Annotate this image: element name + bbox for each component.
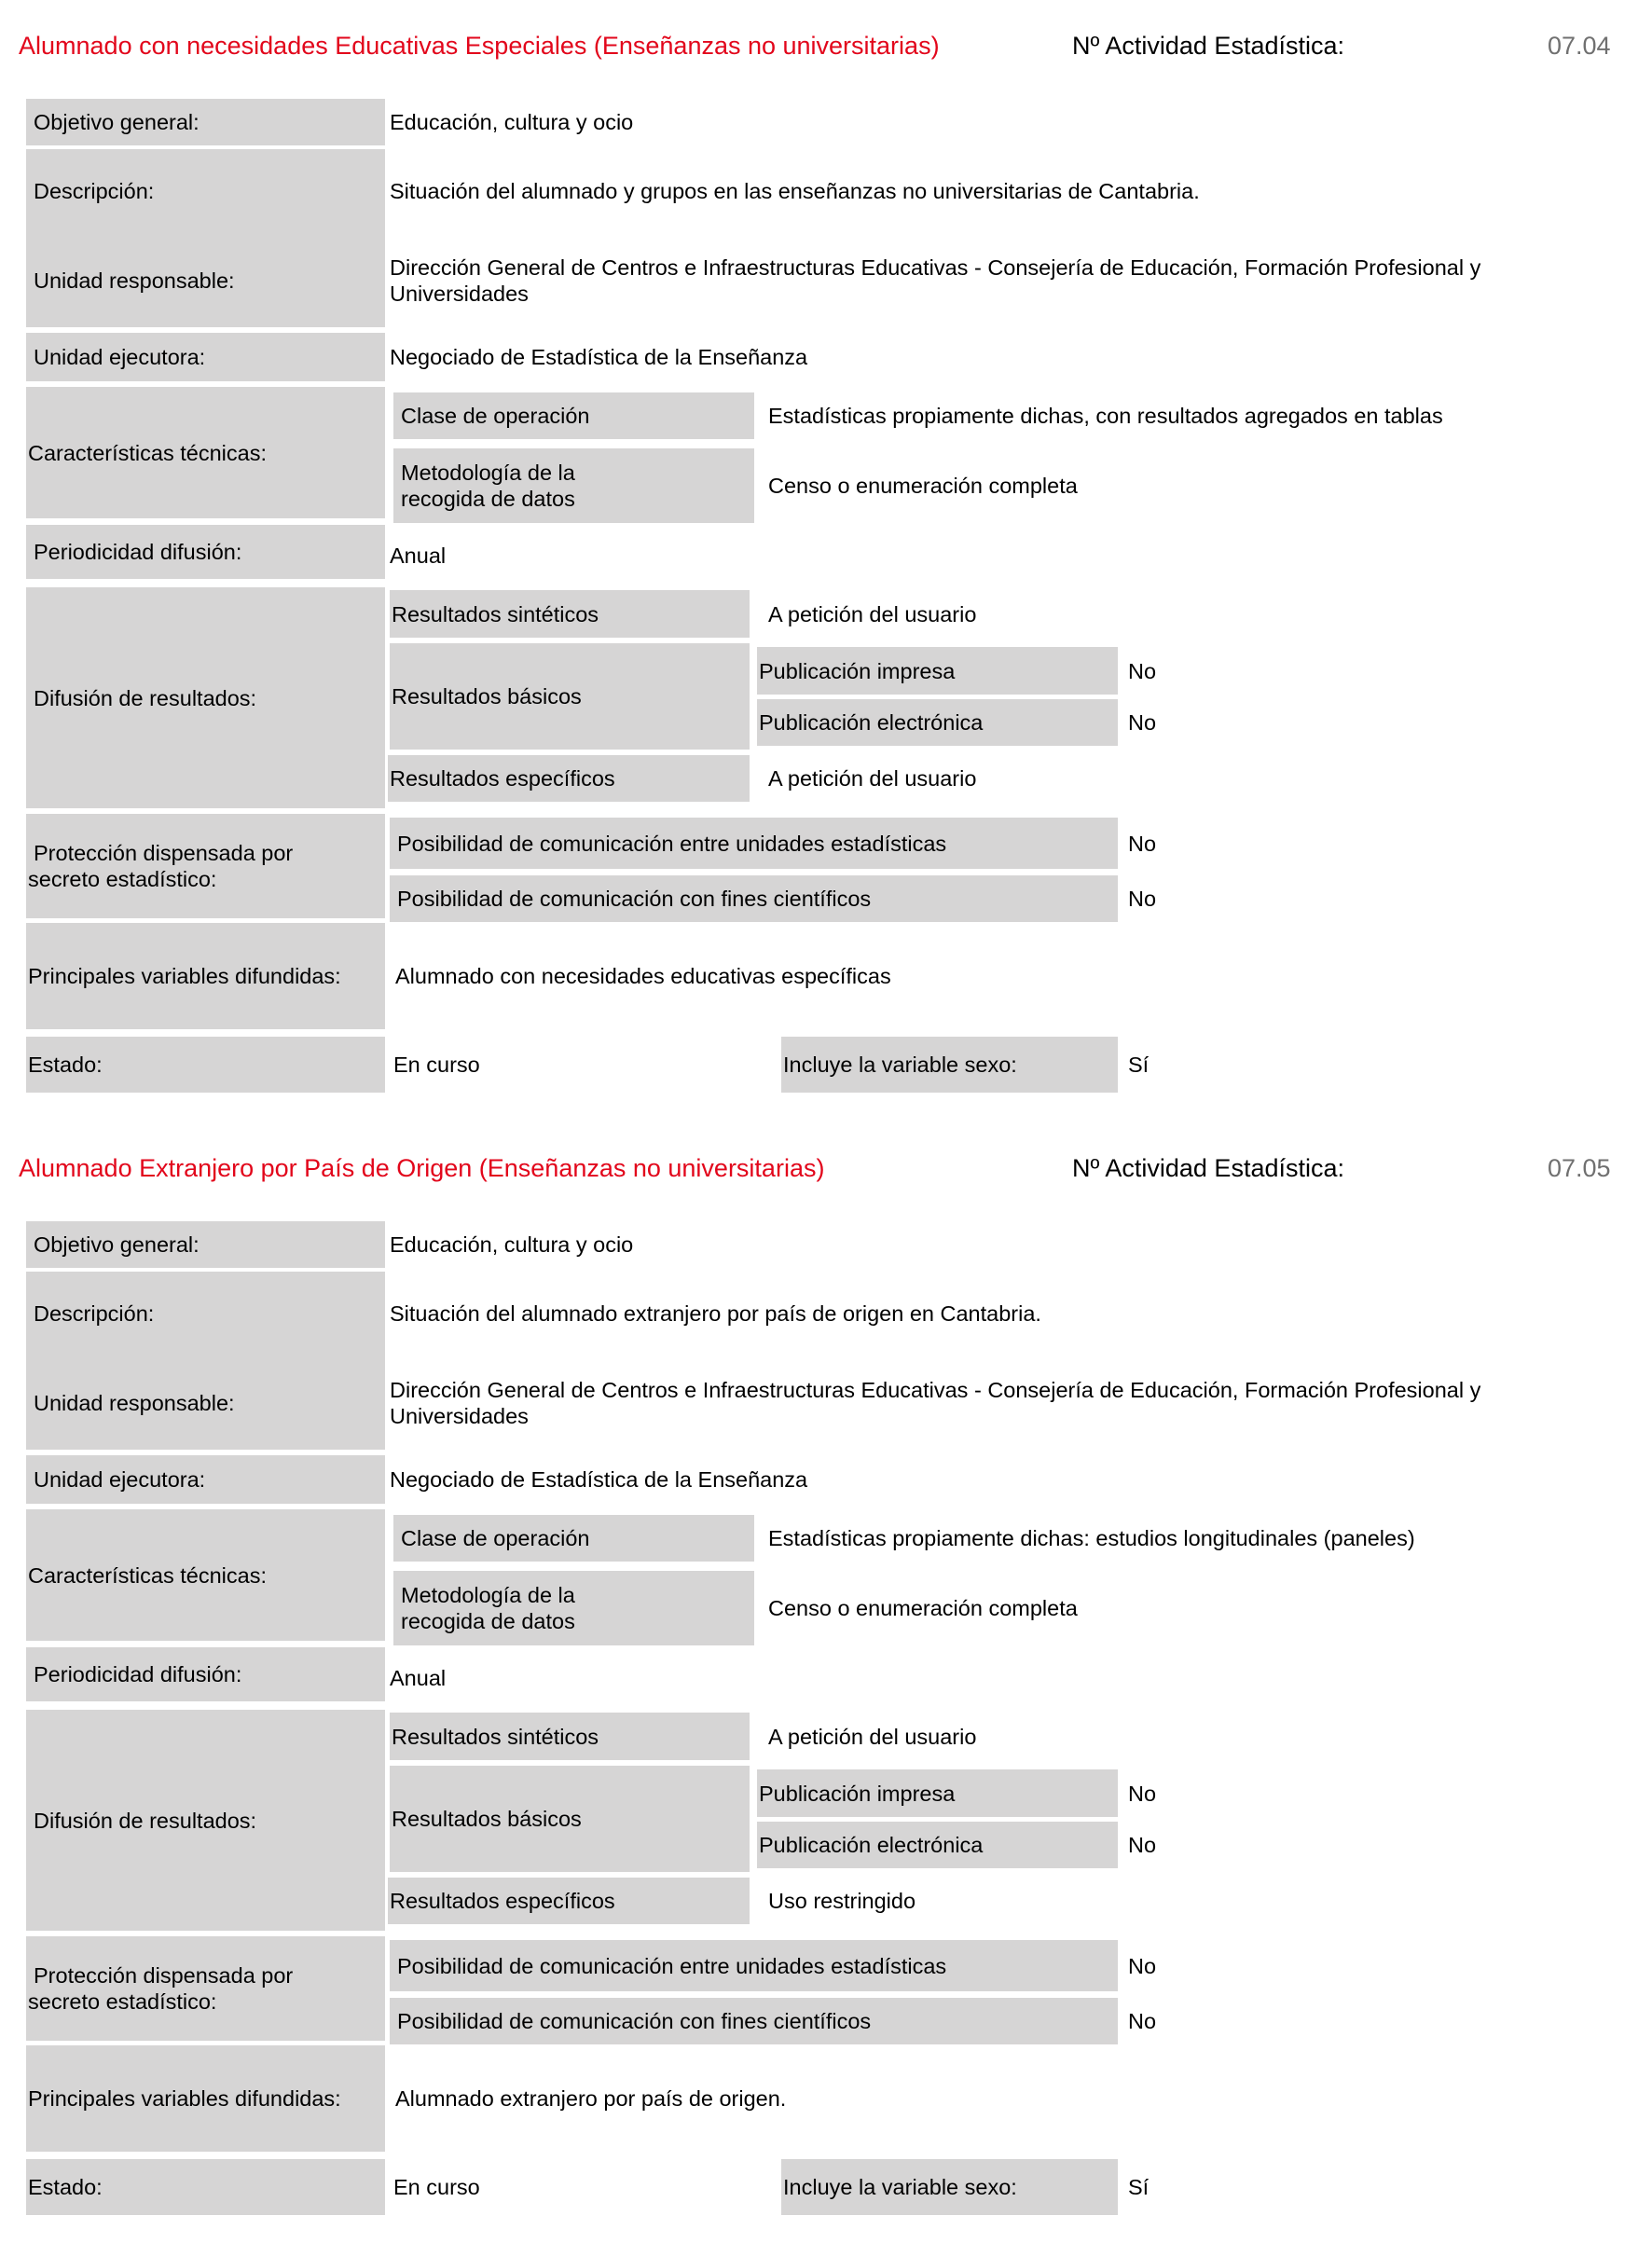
com-cientificos-value: No xyxy=(1128,887,1157,911)
com-cientificos-label: Posibilidad de comunicación con fines científicos xyxy=(390,875,1118,922)
estado-label: Estado: xyxy=(26,2159,385,2215)
proteccion-label xyxy=(26,814,385,918)
unidad-ejecutora-value: Negociado de Estadística de la Enseñanza xyxy=(390,345,808,369)
unidad-ejecutora-label: Unidad ejecutora: xyxy=(26,1455,385,1504)
metodologia-label xyxy=(393,1571,754,1645)
activity-number: 07.04 xyxy=(1548,32,1611,60)
unidad-responsable-value: Dirección General de Centros e Infraestructuras Educativas - Consejería de Educación, Formación Profesional y Universidades xyxy=(390,1378,1481,1428)
sexo-label: Incluye la variable sexo: xyxy=(781,1037,1118,1093)
estado-label: Estado: xyxy=(26,1037,385,1093)
variables-label: Principales variables difundidas: xyxy=(26,2045,385,2152)
especificos-label: Resultados específicos xyxy=(388,1878,750,1924)
caracteristicas-label: Características técnicas: xyxy=(26,387,385,518)
objetivo-value: Educación, cultura y ocio xyxy=(390,1232,634,1257)
especificos-value: Uso restringido xyxy=(768,1889,916,1913)
sexo-value: Sí xyxy=(1128,2175,1150,2199)
sinteticos-value: A petición del usuario xyxy=(768,601,977,626)
clase-operacion-value: Estadísticas propiamente dichas: estudios longitudinales (paneles) xyxy=(768,1526,1415,1550)
periodicidad-label: Periodicidad difusión: xyxy=(26,525,385,579)
com-unidades-label: Posibilidad de comunicación entre unidades estadísticas xyxy=(390,1940,1118,1991)
metodologia-label-text: Metodología de la recogida de datos xyxy=(401,1583,575,1633)
com-unidades-value: No xyxy=(1128,831,1157,856)
objetivo-label: Objetivo general: xyxy=(26,1221,385,1268)
activity-title: Alumnado con necesidades Educativas Especiales (Enseñanzas no universitarias) xyxy=(19,32,940,60)
com-cientificos-value: No xyxy=(1128,2009,1157,2033)
caracteristicas-label: Características técnicas: xyxy=(26,1509,385,1641)
pub-electronica-value: No xyxy=(1128,1833,1157,1857)
clase-operacion-value: Estadísticas propiamente dichas, con resultados agregados en tablas xyxy=(768,404,1443,428)
activity-number: 07.05 xyxy=(1548,1154,1611,1182)
pub-impresa-label: Publicación impresa xyxy=(757,647,1118,695)
pub-impresa-value: No xyxy=(1128,658,1157,683)
proteccion-label-text: Protección dispensada por secreto estadístico: xyxy=(28,841,294,891)
unidad-responsable-label: Unidad responsable: xyxy=(34,1391,235,1415)
variables-value: Alumnado con necesidades educativas específicas xyxy=(395,964,891,988)
com-unidades-value: No xyxy=(1128,1953,1157,1978)
difusion-label: Difusión de resultados: xyxy=(26,587,385,808)
pub-electronica-label: Publicación electrónica xyxy=(757,699,1118,746)
unidad-responsable-value: Dirección General de Centros e Infraestructuras Educativas - Consejería de Educación, Formación Profesional y Universidades xyxy=(390,255,1481,306)
proteccion-label xyxy=(26,1936,385,2041)
sexo-label: Incluye la variable sexo: xyxy=(781,2159,1118,2215)
statistical-activity-record xyxy=(0,1122,1652,2199)
clase-operacion-label: Clase de operación xyxy=(393,392,754,439)
descripcion-value: Situación del alumnado y grupos en las enseñanzas no universitarias de Cantabria. xyxy=(390,179,1200,203)
descripcion-value: Situación del alumnado extranjero por país de origen en Cantabria. xyxy=(390,1301,1041,1326)
periodicidad-value: Anual xyxy=(390,1666,447,1690)
pub-electronica-value: No xyxy=(1128,710,1157,735)
periodicidad-value: Anual xyxy=(390,544,447,568)
activity-title: Alumnado Extranjero por País de Origen (Enseñanzas no universitarias) xyxy=(19,1154,825,1182)
sinteticos-label: Resultados sintéticos xyxy=(390,590,750,638)
activity-number-label: Nº Actividad Estadística: xyxy=(1072,32,1344,60)
basicos-label: Resultados básicos xyxy=(390,643,750,750)
unidad-ejecutora-label: Unidad ejecutora: xyxy=(26,333,385,381)
especificos-value: A petición del usuario xyxy=(768,766,977,791)
metodologia-label xyxy=(393,448,754,523)
basicos-label: Resultados básicos xyxy=(390,1766,750,1872)
especificos-label: Resultados específicos xyxy=(388,755,750,802)
metodologia-label-text: Metodología de la recogida de datos xyxy=(401,461,575,511)
objetivo-label: Objetivo general: xyxy=(26,99,385,145)
sinteticos-value: A petición del usuario xyxy=(768,1724,977,1749)
variables-value: Alumnado extranjero por país de origen. xyxy=(395,2086,787,2111)
proteccion-label-text: Protección dispensada por secreto estadístico: xyxy=(28,1963,294,2014)
estado-value: En curso xyxy=(393,2175,480,2199)
activity-number-label: Nº Actividad Estadística: xyxy=(1072,1154,1344,1182)
com-cientificos-label: Posibilidad de comunicación con fines científicos xyxy=(390,1998,1118,2044)
statistical-activity-record xyxy=(0,0,1652,1077)
periodicidad-label: Periodicidad difusión: xyxy=(26,1647,385,1701)
unidad-ejecutora-value: Negociado de Estadística de la Enseñanza xyxy=(390,1467,808,1492)
estado-value: En curso xyxy=(393,1053,480,1077)
pub-electronica-label: Publicación electrónica xyxy=(757,1822,1118,1868)
variables-label: Principales variables difundidas: xyxy=(26,923,385,1029)
objetivo-value: Educación, cultura y ocio xyxy=(390,110,634,134)
metodologia-value: Censo o enumeración completa xyxy=(768,474,1078,498)
descripcion-label: Descripción: xyxy=(34,179,155,203)
difusion-label: Difusión de resultados: xyxy=(26,1710,385,1931)
descripcion-label: Descripción: xyxy=(34,1301,155,1326)
pub-impresa-value: No xyxy=(1128,1781,1157,1806)
sinteticos-label: Resultados sintéticos xyxy=(390,1713,750,1760)
sexo-value: Sí xyxy=(1128,1053,1150,1077)
pub-impresa-label: Publicación impresa xyxy=(757,1769,1118,1817)
metodologia-value: Censo o enumeración completa xyxy=(768,1596,1078,1620)
unidad-responsable-label: Unidad responsable: xyxy=(34,268,235,293)
com-unidades-label: Posibilidad de comunicación entre unidades estadísticas xyxy=(390,818,1118,869)
clase-operacion-label: Clase de operación xyxy=(393,1515,754,1562)
